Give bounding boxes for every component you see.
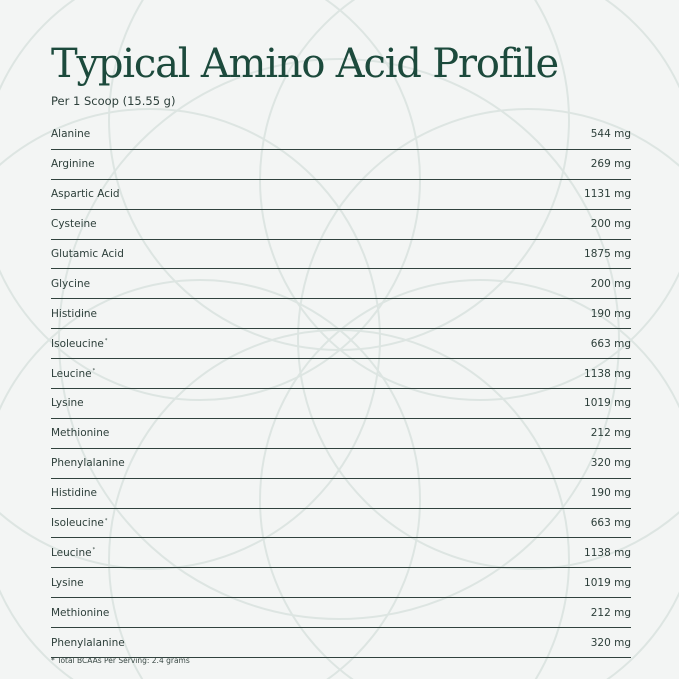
amino-acid-name: [51, 188, 120, 200]
amino-acid-label: Lysine: [51, 397, 84, 410]
table-row: [51, 329, 631, 359]
amino-acid-label: Glycine: [51, 277, 91, 290]
amino-acid-name: [51, 487, 97, 499]
amino-acid-label: Leucine: [51, 546, 92, 559]
amino-acid-amount: 1019 mg: [584, 576, 631, 589]
amino-acid-amount: 1138 mg: [584, 546, 631, 559]
amino-acid-name: [51, 577, 84, 589]
table-row: [51, 180, 631, 210]
table-row: [51, 359, 631, 389]
page-title: Typical Amino Acid Profile: [51, 41, 558, 87]
amino-acid-name: [51, 128, 90, 140]
amino-acid-name: [51, 308, 97, 320]
amino-acid-label: Methionine: [51, 606, 110, 619]
table-row: [51, 538, 631, 568]
amino-acid-label: Isoleucine: [51, 517, 104, 530]
table-row: [51, 269, 631, 299]
amino-acid-name: [51, 338, 107, 350]
amino-acid-name: [51, 457, 125, 469]
amino-acid-amount: 212 mg: [590, 606, 631, 619]
amino-acid-name: [51, 427, 109, 439]
amino-acid-amount: 320 mg: [590, 457, 631, 470]
table-row: [51, 628, 631, 658]
amino-acid-name: [51, 607, 109, 619]
amino-acid-name: [51, 517, 107, 529]
amino-acid-label: Arginine: [51, 158, 95, 171]
table-row: [51, 449, 631, 479]
amino-acid-name: [51, 248, 124, 260]
amino-acid-label: Phenylalanine: [51, 457, 125, 470]
amino-acid-amount: 190 mg: [590, 487, 631, 500]
bcaa-asterisk: *: [92, 547, 96, 554]
table-row: [51, 299, 631, 329]
amino-acid-amount: 190 mg: [590, 307, 631, 320]
amino-acid-amount: 1138 mg: [584, 367, 631, 380]
amino-acid-label: Leucine: [51, 367, 92, 380]
amino-acid-amount: 212 mg: [590, 427, 631, 440]
amino-acid-name: [51, 158, 95, 170]
table-row: [51, 150, 631, 180]
table-row: [51, 509, 631, 539]
amino-acid-label: Methionine: [51, 427, 110, 440]
amino-acid-amount: 200 mg: [590, 218, 631, 231]
table-row: [51, 598, 631, 628]
amino-acid-label: Alanine: [51, 128, 91, 141]
amino-acid-amount: 269 mg: [590, 158, 631, 171]
amino-acid-table: [51, 120, 631, 658]
bcaa-asterisk: *: [104, 517, 108, 524]
table-row: [51, 419, 631, 449]
serving-size-subtitle: Per 1 Scoop (15.55 g): [51, 94, 176, 108]
amino-acid-label: Phenylalanine: [51, 636, 125, 649]
bcaa-footnote: * Total BCAAs Per Serving: 2.4 grams: [51, 656, 190, 665]
table-row: [51, 210, 631, 240]
table-row: [51, 568, 631, 598]
amino-acid-amount: 544 mg: [590, 128, 631, 141]
amino-acid-amount: 1019 mg: [584, 397, 631, 410]
amino-acid-amount: 200 mg: [590, 277, 631, 290]
amino-acid-label: Isoleucine: [51, 337, 104, 350]
amino-acid-label: Histidine: [51, 307, 98, 320]
table-row: [51, 120, 631, 150]
amino-acid-name: [51, 547, 95, 559]
amino-acid-amount: 1131 mg: [584, 188, 631, 201]
bcaa-asterisk: *: [92, 368, 96, 375]
amino-acid-name: [51, 397, 84, 409]
amino-acid-label: Glutamic Acid: [51, 248, 124, 260]
amino-acid-name: [51, 368, 95, 380]
table-row: [51, 240, 631, 270]
amino-acid-name: [51, 218, 97, 230]
amino-acid-amount: 1875 mg: [584, 248, 631, 260]
table-row: [51, 479, 631, 509]
bcaa-asterisk: *: [104, 338, 108, 345]
table-row: [51, 389, 631, 419]
amino-acid-amount: 663 mg: [590, 517, 631, 530]
amino-acid-label: Histidine: [51, 487, 98, 500]
amino-acid-label: Lysine: [51, 576, 84, 589]
amino-acid-amount: 320 mg: [590, 636, 631, 649]
amino-acid-amount: 663 mg: [590, 337, 631, 350]
amino-acid-name: [51, 637, 125, 649]
amino-acid-label: Cysteine: [51, 218, 97, 231]
amino-acid-name: [51, 278, 90, 290]
amino-acid-label: Aspartic Acid: [51, 188, 120, 201]
